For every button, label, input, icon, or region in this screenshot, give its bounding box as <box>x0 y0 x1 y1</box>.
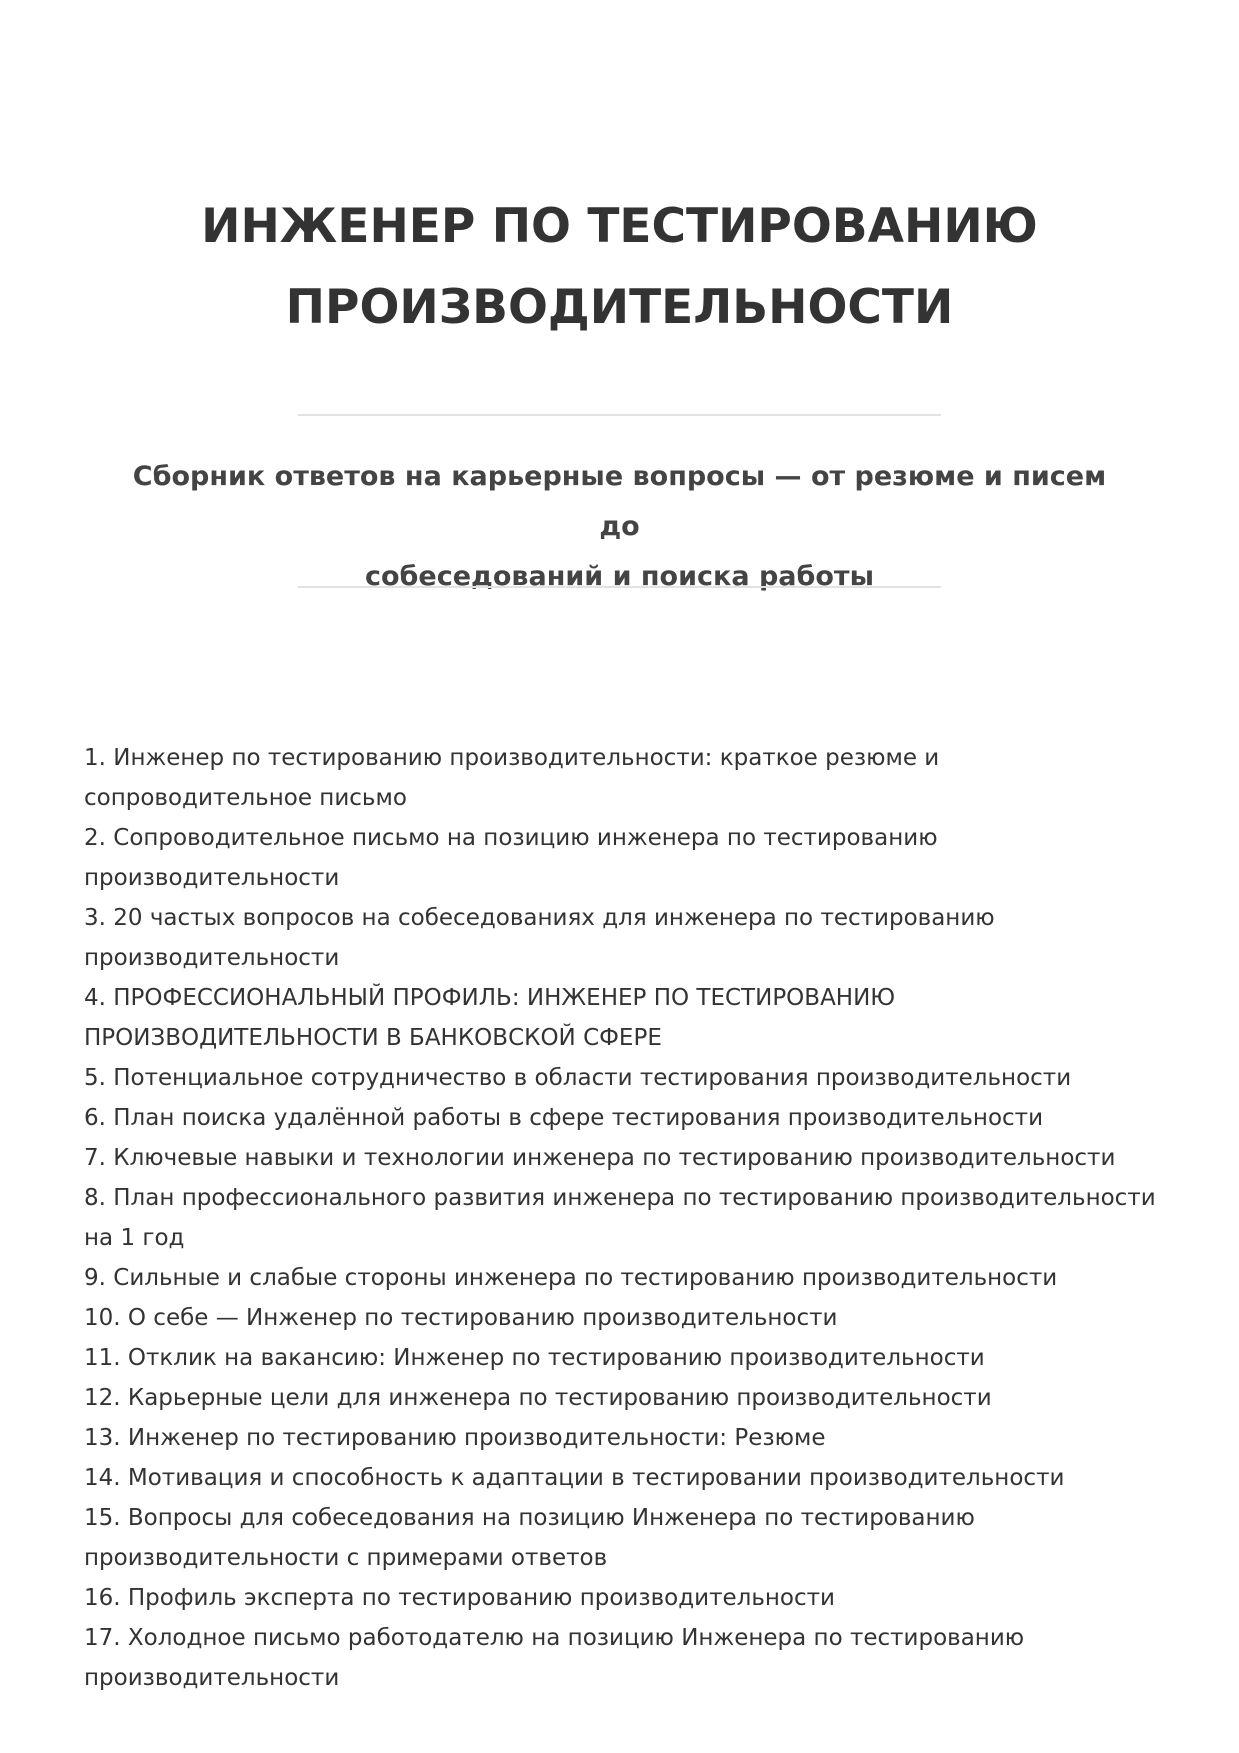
toc-item: 10. О себе — Инженер по тестированию производительности <box>84 1305 838 1331</box>
toc-item: 11. Отклик на вакансию: Инженер по тестированию производительности <box>84 1345 985 1371</box>
toc-item: 15. Вопросы для собеседования на позицию Инженера по тестированию производительности с примерами ответов <box>84 1505 975 1571</box>
document-title <box>100 186 1139 348</box>
toc-item: 14. Мотивация и способность к адаптации в тестировании производительности <box>84 1465 1065 1491</box>
toc-item: 2. Сопроводительное письмо на позицию инженера по тестированию производительности <box>84 825 938 891</box>
toc-item: 7. Ключевые навыки и технологии инженера по тестированию производительности <box>84 1145 1116 1171</box>
toc-item: 8. План профессионального развития инженера по тестированию производительности на 1 год <box>84 1185 1156 1251</box>
top-divider <box>298 414 941 416</box>
subtitle-line-2: собеседований и поиска работы <box>365 561 874 592</box>
toc-item: 5. Потенциальное сотрудничество в области тестирования производительности <box>84 1065 1072 1091</box>
subtitle-line-1: Сборник ответов на карьерные вопросы — от резюме и писем до <box>132 461 1107 542</box>
bottom-divider <box>298 586 941 588</box>
toc-item: 16. Профиль эксперта по тестированию производительности <box>84 1585 835 1611</box>
toc-item: 4. ПРОФЕССИОНАЛЬНЫЙ ПРОФИЛЬ: ИНЖЕНЕР ПО ТЕСТИРОВАНИЮ ПРОИЗВОДИТЕЛЬНОСТИ В БАНКОВСКОЙ СФЕРЕ <box>84 985 896 1051</box>
table-of-contents <box>84 738 1164 1698</box>
toc-item: 13. Инженер по тестированию производительности: Резюме <box>84 1425 826 1451</box>
toc-item: 12. Карьерные цели для инженера по тестированию производительности <box>84 1385 992 1411</box>
title-line-2: ПРОИЗВОДИТЕЛЬНОСТИ <box>285 280 954 335</box>
toc-item: 6. План поиска удалённой работы в сфере тестирования производительности <box>84 1105 1044 1131</box>
toc-item: 17. Холодное письмо работодателю на позицию Инженера по тестированию производительности <box>84 1625 1025 1691</box>
toc-item: 1. Инженер по тестированию производительности: краткое резюме и сопроводительное письмо <box>84 745 940 811</box>
toc-item: 9. Сильные и слабые стороны инженера по тестированию производительности <box>84 1265 1058 1291</box>
toc-item: 3. 20 частых вопросов на собеседованиях для инженера по тестированию производительности <box>84 905 995 971</box>
title-line-1: ИНЖЕНЕР ПО ТЕСТИРОВАНИЮ <box>201 199 1038 254</box>
document-subtitle <box>110 452 1129 602</box>
